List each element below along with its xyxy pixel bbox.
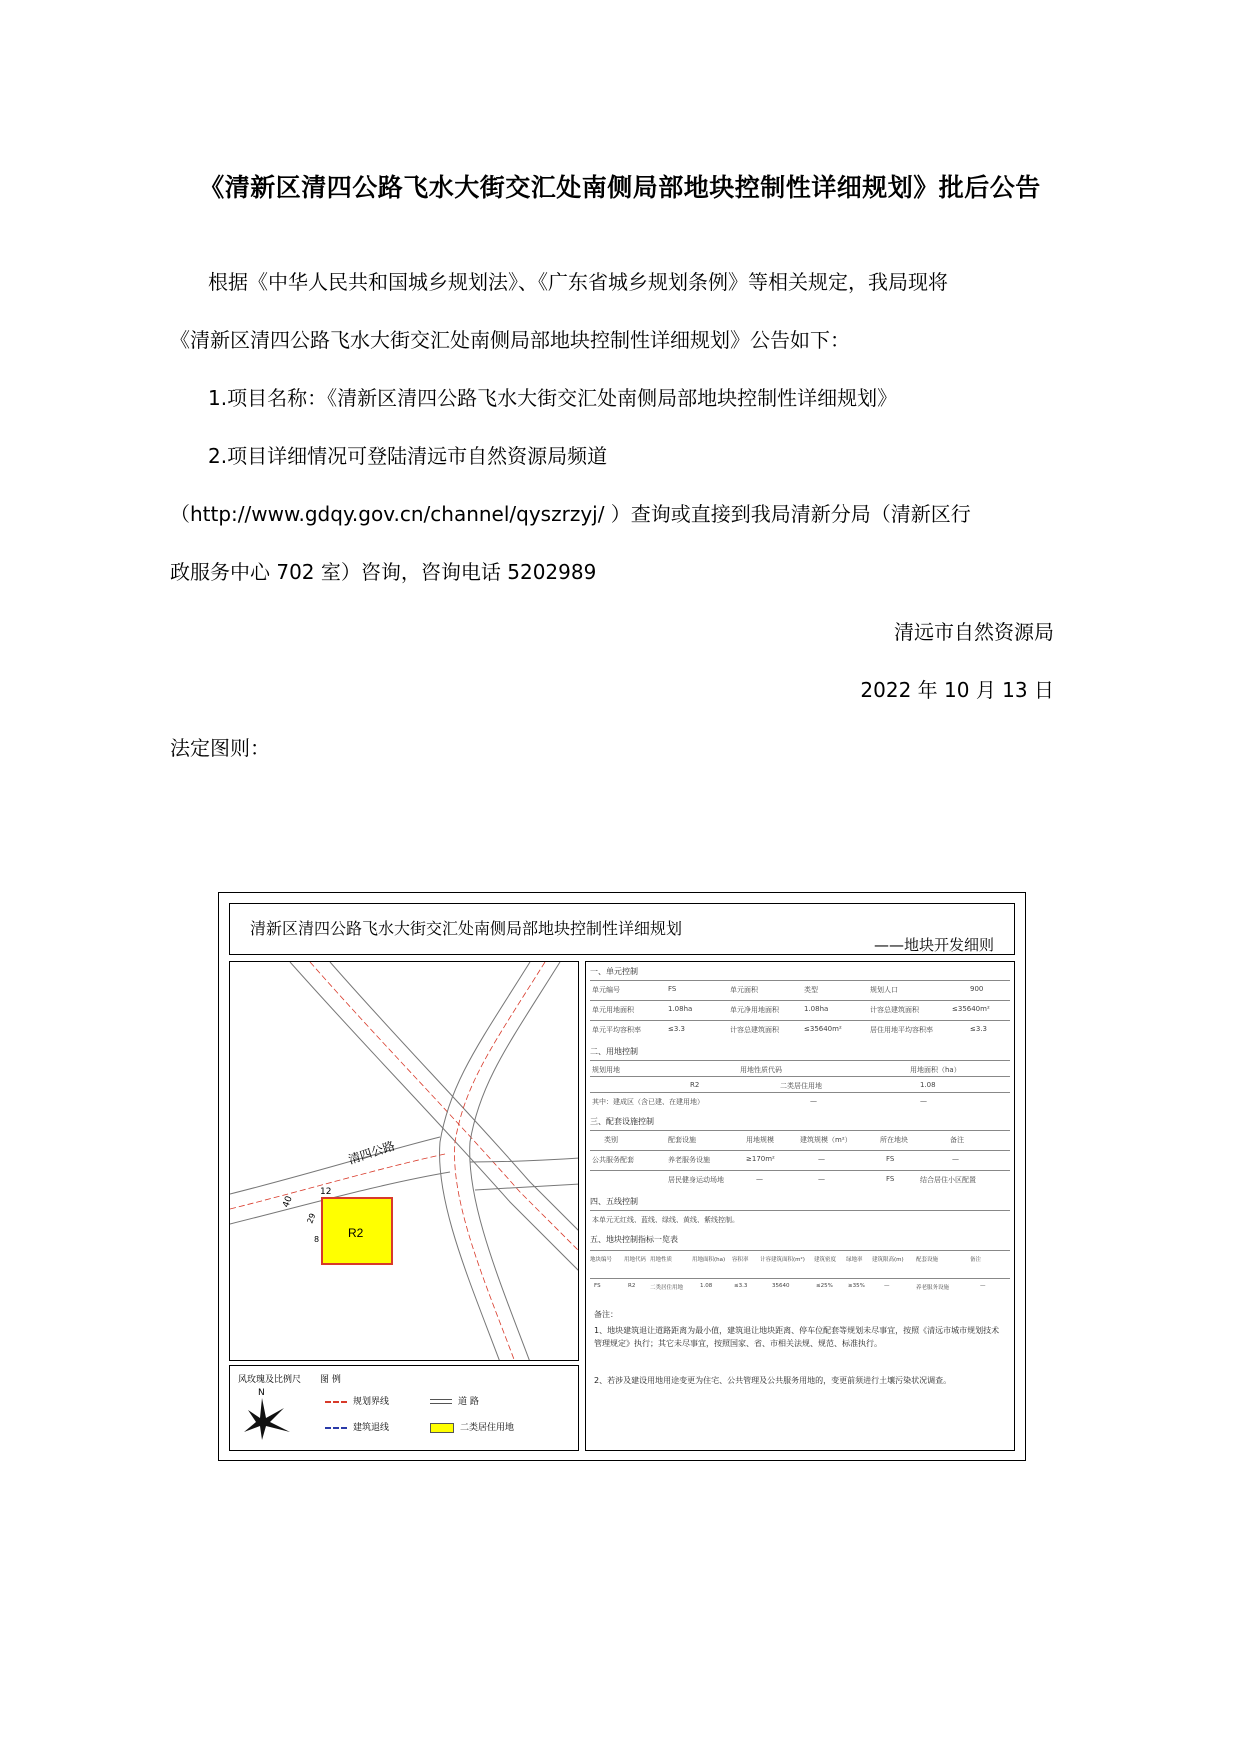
item-details-line3: 政服务中心 702 室）咨询，咨询电话 5202989 — [170, 560, 597, 584]
paragraph-intro-line2: 《清新区清四公路飞水大街交汇处南侧局部地块控制性详细规划》公告如下： — [170, 328, 850, 352]
item-details-line2: （http://www.gdqy.gov.cn/channel/qyszrzyj/ ）查询或直接到我局清新分局（清新区行 — [170, 502, 971, 526]
table-row: FS R2 二类居住用地 1.08 ≤3.3 35640 ≤25% ≥35% — 养老服务设施 — — [590, 1278, 1010, 1301]
figure-header — [229, 903, 1015, 955]
document-title: 《清新区清四公路飞水大街交汇处南侧局部地块控制性详细规划》批后公告 — [199, 173, 1041, 202]
table-row: 公共服务配套 养老服务设施 ≥170m² — FS — — [590, 1150, 1010, 1169]
table-row: 单元平均容积率 ≤3.3 计容总建筑面积 ≤35640m² 居住用地平均容积率 ≤3.3 — [590, 1020, 1010, 1039]
road-label-qingsi: 清四公路 — [346, 1138, 397, 1167]
parcel-r2-label: R2 — [348, 1226, 364, 1240]
legend-item-road: 道 路 — [430, 1394, 479, 1407]
note-1: 1、地块建筑退让道路距离为最小值，建筑退让地块距离、停车位配套等规划未尽事宜，按照《清远市城市规划技术管理规定》执行；其它未尽事宜，按照国家、省、市相关法规、规范、标准执行。 — [594, 1326, 1000, 1348]
table-row: 单元编号 FS 单元面积 类型 规划人口 900 — [590, 980, 1010, 999]
legend-item-setback: 建筑退线 — [325, 1420, 389, 1433]
section-land-use-control: 二、用地控制 — [590, 1047, 638, 1056]
road-icon — [430, 1399, 452, 1404]
wind-rose-icon — [240, 1396, 300, 1442]
dimension-12: 12 — [320, 1187, 332, 1197]
legend-title: 图 例 — [320, 1375, 341, 1385]
statutory-plan-figure — [218, 892, 1026, 1461]
site-map-drawing — [230, 962, 579, 1361]
item-project-name: 1.项目名称：《清新区清四公路飞水大街交汇处南侧局部地块控制性详细规划》 — [208, 386, 898, 410]
development-control-table — [585, 961, 1015, 1451]
table-header-row: 地块编号 用地代码 用地性质 用地面积(ha) 容积率 计容建筑面积(m²) 建筑密度 绿地率 建筑限高(m) 配套设施 备注 — [590, 1250, 1010, 1277]
road-edge — [230, 1137, 440, 1194]
announcement-date: 2022 年 10 月 13 日 — [860, 678, 1054, 702]
table-row: 居民健身运动场地 — — FS 结合居住小区配置 — [590, 1170, 1010, 1189]
road-edge — [475, 1184, 579, 1190]
road-edge — [330, 962, 579, 1232]
table-row: 本单元无红线、蓝线、绿线、黄线、紫线控制。 — [590, 1210, 1010, 1229]
table-row: 其中：建成区（含已建、在建用地） — — — [590, 1092, 1010, 1111]
dimension-29: 29 — [305, 1212, 318, 1225]
figure-subtitle: ——地块开发细则 — [873, 936, 994, 954]
residential-swatch-icon — [430, 1423, 454, 1433]
road-edge — [470, 1158, 579, 1162]
compass-title: 风玫瑰及比例尺 — [238, 1375, 302, 1385]
dimension-8: 8 — [314, 1235, 320, 1244]
plan-line-icon — [325, 1401, 347, 1403]
table-row: 类别 配套设施 用地规模 建筑规模（m²） 所在地块 备注 — [590, 1130, 1010, 1149]
legal-map-label: 法定图则： — [170, 736, 270, 760]
section-facilities-control: 三、配套设施控制 — [590, 1117, 654, 1126]
table-row: 规划用地 用地性质代码 用地面积（ha） — [590, 1060, 1010, 1079]
note-2: 2、若涉及建设用地用途变更为住宅、公共管理及公共服务用地的，变更前须进行土壤污染状况调查。 — [594, 1376, 952, 1385]
table-row: R2 二类居住用地 1.08 — [590, 1076, 1010, 1095]
setback-line-icon — [325, 1427, 347, 1429]
signature-organization: 清远市自然资源局 — [894, 620, 1054, 644]
paragraph-intro-line1: 根据《中华人民共和国城乡规划法》、《广东省城乡规划条例》等相关规定，我局现将 — [208, 270, 948, 294]
dimension-40: 40 — [281, 1194, 295, 1210]
figure-title: 清新区清四公路飞水大街交汇处南侧局部地块控制性详细规划 — [250, 919, 683, 938]
north-label: N — [258, 1388, 265, 1398]
legend-item-residential: 二类居住用地 — [430, 1420, 514, 1433]
section-five-lines-control: 四、五线控制 — [590, 1197, 638, 1206]
legend-item-plan-line: 规划界线 — [325, 1394, 389, 1407]
map-legend — [229, 1365, 579, 1451]
item-details-line1: 2.项目详细情况可登陆清远市自然资源局频道 — [208, 444, 608, 468]
table-row: 单元用地面积 1.08ha 单元净用地面积 1.08ha 计容总建筑面积 ≤35640m² — [590, 1000, 1010, 1019]
section-parcel-indicators: 五、地块控制指标一览表 — [590, 1235, 678, 1244]
section-unit-control: 一、单元控制 — [590, 967, 638, 976]
notes-title: 备注： — [594, 1310, 618, 1319]
site-map — [229, 961, 579, 1361]
